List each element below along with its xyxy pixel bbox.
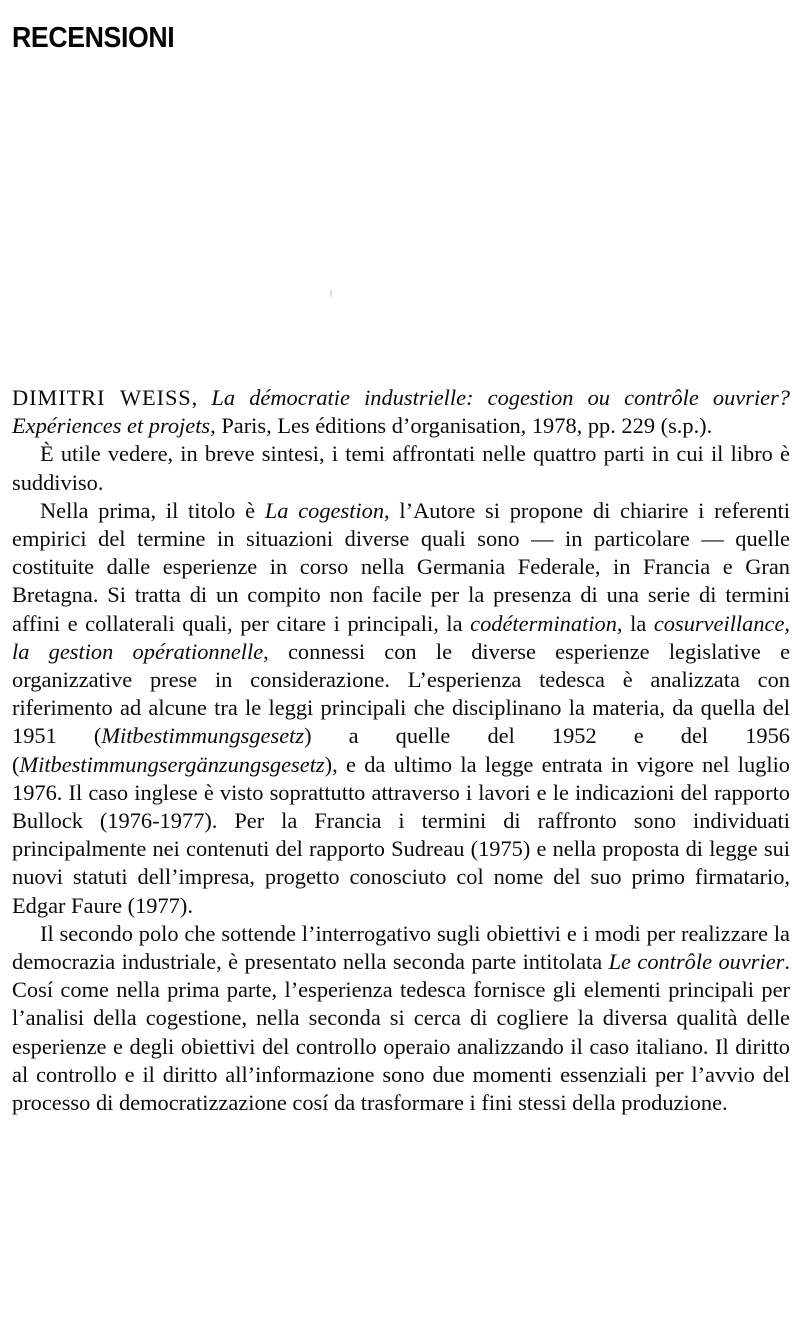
body-paragraph-3 bbox=[12, 920, 790, 1117]
page-title: RECENSIONI bbox=[12, 22, 175, 55]
paragraph-2-text-5: ) a quelle del 1952 e del 1956 ( bbox=[12, 723, 790, 777]
body-paragraph-1 bbox=[12, 440, 790, 496]
paragraph-2-text-6: ), e da ultimo la legge entrata in vigore nel luglio 1976. Il caso inglese è visto soprattutto attraverso i lavori e le indicazioni del rapporto Bullock (1976-1977). Per la Francia i termini di raffronto sono individuati principalmente nei contenuti del rapporto Sudreau (1975) e nella proposta di legge sui nuovi statuti dell’impresa, progetto conosciuto col nome del suo primo firmatario, Edgar Faure (1977). bbox=[12, 751, 790, 918]
text-column bbox=[12, 384, 790, 1117]
italic-term-le-controle-ouvrier: Le contrôle ouvrier bbox=[608, 949, 785, 975]
scan-artifact-speck bbox=[330, 290, 332, 297]
paragraph-1-text: È utile vedere, in breve sintesi, i temi affrontati nelle quattro parti in cui il libro è suddiviso. bbox=[12, 441, 790, 495]
italic-term-mitbestimmungsgesetz: Mitbestimmungsgesetz bbox=[101, 723, 305, 749]
paragraph-2-text-2: , l’Autore si propone di chiarire i referenti empirici del termine in situazioni diverse quali sono — in particolare — quelle costituite dalle esperienze in corso nella Germania Federale, in Francia e Gran Bretagna. Si tratta di un compito non facile per la presenza di una serie di termini affini e collaterali quali, per citare i principali, la bbox=[12, 497, 790, 636]
italic-term-codetermination: codétermination bbox=[470, 610, 617, 636]
review-author: DIMITRI WEISS bbox=[12, 385, 192, 410]
body-paragraph-2 bbox=[12, 497, 790, 920]
bibliographic-entry bbox=[12, 384, 790, 440]
review-book-title: La démocratie industrielle: cogestion ou contrôle ouvrier? Expériences et projets bbox=[12, 385, 791, 439]
paragraph-2-text-1: Nella prima, il titolo è bbox=[40, 497, 265, 523]
paragraph-3-text-2: . Cosí come nella prima parte, l’esperienza tedesca fornisce gli elementi principali per l’analisi della cogestione, nella seconda si cerca di cogliere la diversa qualità delle esperienze e degli obiettivi del controllo operaio analizzando il caso italiano. Il diritto al controllo e il diritto all’informazione sono due momenti essenziali per l’avvio del processo di democratizzazione cosí da trasformare i fini stessi della produzione. bbox=[12, 949, 790, 1116]
italic-term-la-cogestion: La cogestion bbox=[264, 497, 385, 523]
author-separator: , bbox=[191, 385, 212, 410]
paragraph-3-text-1: Il secondo polo che sottende l’interrogativo sugli obiettivi e i modi per realizzare la democrazia industriale, è presentato nella seconda parte intitolata bbox=[12, 920, 790, 975]
paragraph-2-text-4: , connessi con le diverse esperienze legislative e organizzative prese in considerazione. L’esperienza tedesca è analizzata con riferimento ad alcune tra le leggi principali che disciplinano la materia, da quella del 1951 ( bbox=[12, 638, 791, 749]
paragraph-2-text-3: , la bbox=[616, 610, 654, 636]
italic-term-mitbestimmungsergaenzungsgesetz: Mitbestimmungsergänzungsgesetz bbox=[19, 751, 325, 777]
italic-term-cosurveillance: cosurveillance, la gestion opérationnelle bbox=[12, 610, 791, 664]
review-publication-details: , Paris, Les éditions d’organisation, 1978, pp. 229 (s.p.). bbox=[210, 413, 713, 439]
